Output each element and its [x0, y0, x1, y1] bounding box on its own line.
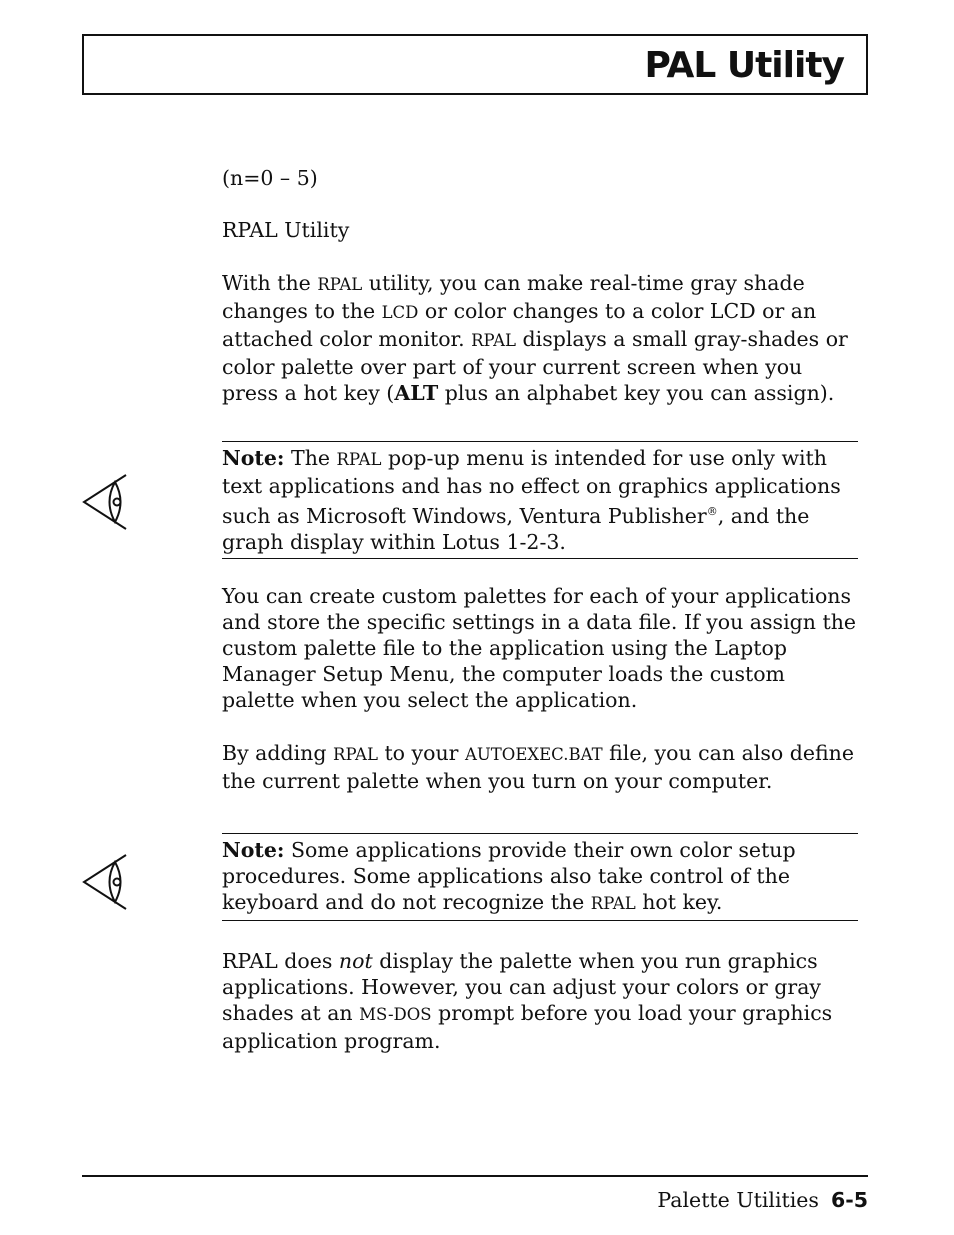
autoexec-paragraph: By adding RPAL to your AUTOEXEC.BAT file, you can also define the current palette when you turn on your computer. — [222, 741, 855, 793]
section-heading: RPAL Utility — [222, 218, 350, 242]
note-color-setup: Note: Some applications provide their own color setup procedures. Some applications also take control of the keyboard and do not recognize the RPAL hot key. — [222, 833, 858, 921]
note-rpal-text-only: Note: The RPAL pop-up menu is intended for use only with text applications and has no effect on graphics applications such as Microsoft Windows, Ventura Publisher®, and the graph display within Lotus 1-2-3. — [222, 441, 858, 559]
page-number: 6-5 — [830, 1188, 868, 1212]
header-box — [82, 34, 868, 95]
custom-palettes-paragraph: You can create custom palettes for each of your applications and store the specific settings in a data file. If you assign the custom palette file to the application using the Laptop Manager Setup Menu, the computer loads the custom palette when you select the application. — [222, 584, 857, 712]
eye-icon — [82, 473, 128, 531]
range-text: (n=0 – 5) — [222, 166, 318, 190]
eye-icon — [82, 853, 128, 911]
intro-paragraph: With the RPAL utility, you can make real-time gray shade changes to the LCD or color changes to a color LCD or an attached color monitor. RPAL displays a small gray-shades or color palette over part of your current screen when you press a hot key (ALT plus an alphabet key you can assign). — [222, 271, 848, 405]
page-footer — [657, 1186, 868, 1214]
page-title: PAL Utility — [644, 45, 844, 86]
footer-section: Palette Utilities — [657, 1188, 819, 1212]
graphics-paragraph: RPAL does not display the palette when you run graphics applications. However, you can adjust your colors or gray shades at an MS-DOS prompt before you load your graphics application program. — [222, 949, 833, 1053]
footer-rule — [82, 1175, 868, 1177]
